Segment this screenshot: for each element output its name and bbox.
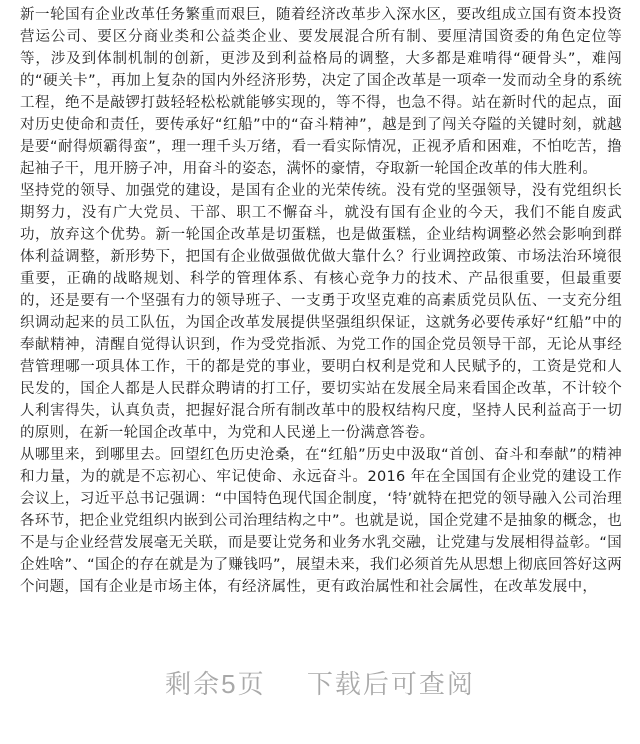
cut-off-top-line	[20, 0, 622, 4]
download-to-view-label[interactable]: 下载后可查阅	[306, 669, 475, 699]
download-prompt[interactable]	[0, 664, 640, 701]
remaining-pages-label: 剩余5页	[165, 669, 266, 699]
document-body	[20, 0, 622, 598]
paragraph-2: 坚持党的领导、加强党的建设，是国有企业的光荣传统。没有党的坚强领导，没有党组织长期努力，没有广大党员、干部、职工不懈奋斗，就没有国有企业的今天，我们不能自废武功，放弃这个优势。新一轮国企改革是切蛋糕，也是做蛋糕，企业结构调整必然会影响到群体利益调整，新形势下，把国有企业做强做优做大靠什么？行业调控政策、市场法治环境很重要，正确的战略规划、科学的管理体系、有核心竞争力的技术、产品很重要，但最重要的，还是要有一个坚强有力的领导班子、一支勇于攻坚克难的高素质党员队伍、一支充分组织调动起来的员工队伍，为国企改革发展提供坚强组织保证，这就务必要传承好“红船”中的奉献精神，清醒自觉得认识到，作为受党指派、为党工作的国企党员领导干部，无论从事经营管理哪一项具体工作，干的都是党的事业，要明白权利是党和人民赋予的，工资是党和人民发的，国企人都是人民群众聘请的打工仔，要切实站在发展全局来看国企改革，不计较个人利害得失，认真负责，把握好混合所有制改革中的股权结构尺度，坚持人民利益高于一切的原则，在新一轮国企改革中，为党和人民递上一份满意答卷。	[20, 183, 622, 441]
paragraph-1: 新一轮国有企业改革任务繁重而艰巨，随着经济改革步入深水区，要改组成立国有资本投资营运公司、要区分商业类和公益类企业、要发展混合所有制、要厘清国资委的角色定位等等，涉及到体制机制的创新，更涉及到利益格局的调整，大多都是难啃得“硬骨头”，难闯的“硬关卡”，再加上复杂的国内外经济形势，决定了国企改革是一项牵一发而动全身的系统工程，绝不是敲锣打鼓轻轻松松就能够实现的，等不得，也急不得。站在新时代的起点，面对历史使命和责任，要传承好“红船”中的“奋斗精神”，越是到了闯关夺隘的关键时刻，就越是要“耐得烦霸得蛮”，理一理千头万绪，看一看实际情况，正视矛盾和困难，不怕吃苦，撸起袖子干，甩开膀子冲，用奋斗的姿态，满怀的豪情，夺取新一轮国企改革的伟大胜利。	[20, 7, 622, 177]
paragraph-3: 从哪里来，到哪里去。回望红色历史沧桑，在“红船”历史中汲取“首创、奋斗和奉献”的精神和力量，为的就是不忘初心、牢记使命、永远奋斗。2016 年在全国国有企业党的建设工作会议上，习近平总书记强调：“中国特色现代国企制度，‘特’就特在把党的领导融入公司治理各环节，把企业党组织内嵌到公司治理结构之中”。也就是说，国企党建不是抽象的概念，也不是与企业经营发展毫无关联，而是要让党务和业务水乳交融，让党建与发展相得益彰。“国企姓啥”、“国企的存在就是为了赚钱吗”，展望未来，我们必须首先从思想上彻底回答好这两个问题，国有企业是市场主体，有经济属性，更有政治属性和社会属性，在改革发展中，	[20, 447, 622, 595]
partial-line-text	[20, 0, 441, 4]
